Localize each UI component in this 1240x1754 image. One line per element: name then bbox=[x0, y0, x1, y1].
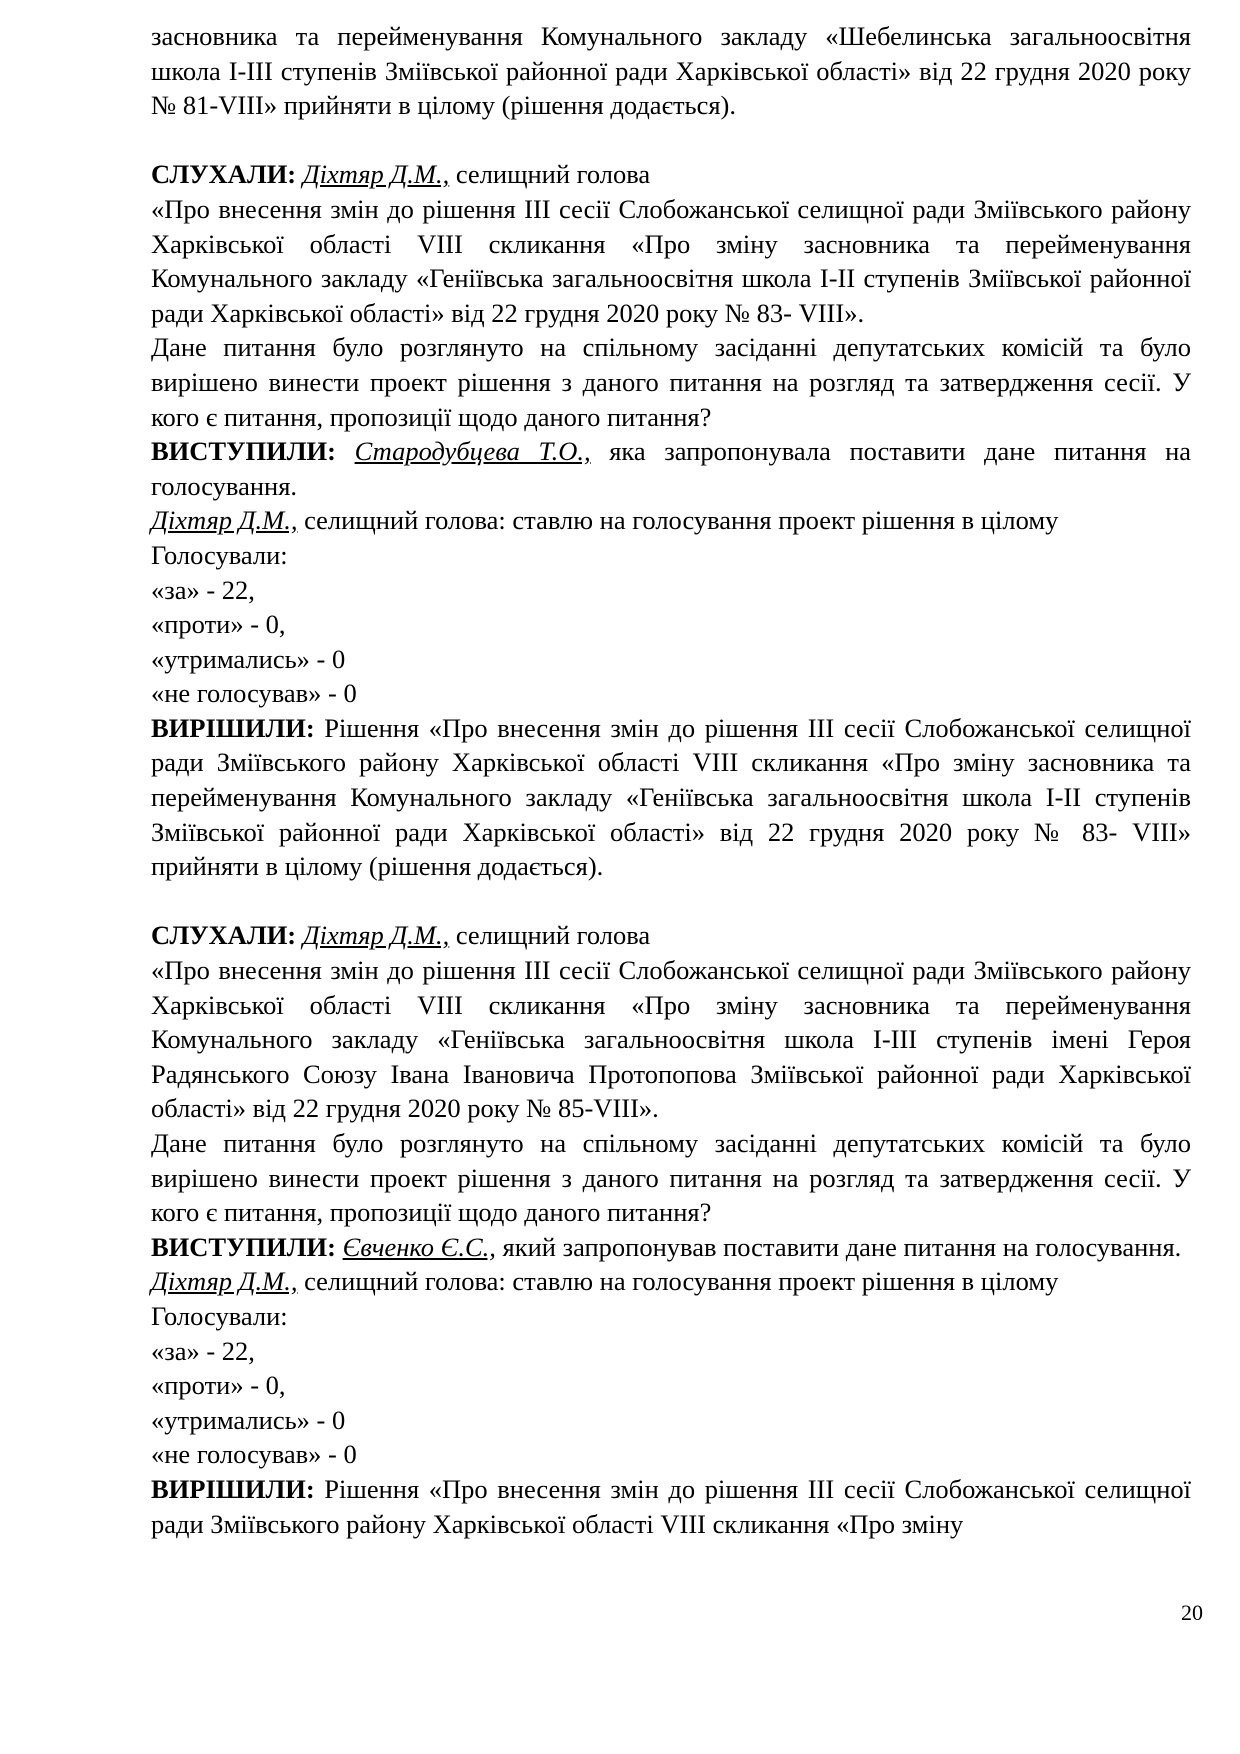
section-spacer bbox=[151, 123, 1191, 158]
intro-paragraph: засновника та перейменування Комунального закладу «Шебелинська загальноосвітня школа І-ІІІ ступенів Зміївської районної ради Харківської області» від 22 грудня 2020 року № 81-VIII» прийняти в цілому (рішення додається). bbox=[151, 21, 1191, 121]
chair-text: селищний голова: ставлю на голосування проект рішення в цілому bbox=[297, 505, 1059, 536]
vote-abstained: «утримались» - 0 bbox=[151, 1404, 346, 1435]
chair-line bbox=[151, 1264, 1191, 1299]
chair-text: селищний голова: ставлю на голосування проект рішення в цілому bbox=[297, 1266, 1059, 1297]
page-number: 20 bbox=[1181, 1600, 1203, 1625]
spoke-label: ВИСТУПИЛИ: bbox=[151, 436, 336, 467]
heard-speaker: Діхтяр Д.М., bbox=[302, 159, 450, 190]
heard-speaker: Діхтяр Д.М., bbox=[302, 920, 450, 951]
vote-against: «проти» - 0, bbox=[151, 1370, 286, 1401]
decided-label: ВИРІШИЛИ: bbox=[151, 1473, 315, 1504]
chair-line bbox=[151, 503, 1191, 538]
chair-speaker: Діхтяр Д.М., bbox=[151, 505, 298, 536]
voted-label: Голосували: bbox=[151, 539, 288, 570]
spoke-speaker: Стародубцева Т.О., bbox=[354, 436, 591, 467]
vote-against: «проти» - 0, bbox=[151, 609, 286, 640]
vote-not-voted: «не голосував» - 0 bbox=[151, 1439, 357, 1470]
vote-for: «за» - 22, bbox=[151, 1335, 255, 1366]
decided-paragraph bbox=[151, 711, 1191, 884]
agenda-item-2 bbox=[151, 918, 1191, 1541]
spoke-speaker: Євченко Є.С., bbox=[342, 1231, 496, 1262]
vote-for: «за» - 22, bbox=[151, 574, 255, 605]
heard-line bbox=[151, 918, 1191, 953]
heard-label: СЛУХАЛИ: bbox=[151, 159, 297, 190]
document-page bbox=[151, 19, 1191, 1541]
chair-speaker: Діхтяр Д.М., bbox=[151, 1266, 298, 1297]
heard-label: СЛУХАЛИ: bbox=[151, 920, 297, 951]
decided-text: Рішення «Про внесення змін до рішення ІІІ сесії Слобожанської селищної ради Зміївського району Харківської області VIII скликання «Про зміну bbox=[151, 1473, 1191, 1539]
agenda-item-1 bbox=[151, 157, 1191, 883]
vote-not-voted: «не голосував» - 0 bbox=[151, 678, 357, 709]
decided-label: ВИРІШИЛИ: bbox=[151, 712, 315, 743]
topic-paragraph: «Про внесення змін до рішення ІІІ сесії Слобожанської селищної ради Зміївського району Харківської області VIII скликання «Про зміну засновника та перейменування Комунального закладу «Геніївська загальноосвітня школа І-ІІІ ступенів імені Героя Радянського Союзу Івана Івановича Протопопова Зміївської районної ради Харківської області» від 22 грудня 2020 року № 85-VIII». bbox=[151, 955, 1191, 1124]
heard-role: селищний голова bbox=[449, 159, 651, 190]
spoke-text: який запропонував поставити дане питання на голосування. bbox=[495, 1231, 1182, 1262]
spoke-text: яка запропонувала поставити дане питання на голосування. bbox=[151, 436, 1192, 501]
discussion-paragraph: Дане питання було розглянуто на спільному засіданні депутатських комісій та було вирішено винести проект рішення з даного питання на розгляд та затвердження сесії. У кого є питання, пропозиції щодо даного питання? bbox=[151, 332, 1191, 432]
topic-paragraph: «Про внесення змін до рішення ІІІ сесії Слобожанської селищної ради Зміївського району Харківської області VIII скликання «Про зміну засновника та перейменування Комунального закладу «Геніївська загальноосвітня школа І-ІІ ступенів Зміївської районної ради Харківської області» від 22 грудня 2020 року № 83- VIII». bbox=[151, 193, 1191, 328]
vote-abstained: «утримались» - 0 bbox=[151, 643, 346, 674]
discussion-paragraph: Дане питання було розглянуто на спільному засіданні депутатських комісій та було вирішено винести проект рішення з даного питання на розгляд та затвердження сесії. У кого є питання, пропозиції щодо даного питання? bbox=[151, 1128, 1191, 1228]
decided-text: Рішення «Про внесення змін до рішення ІІІ сесії Слобожанської селищної ради Зміївського району Харківської області VIII скликання «Про зміну засновника та перейменування Комунального закладу «Геніївська загальноосвітня школа І-ІІ ступенів Зміївської районної ради Харківської області» від 22 грудня 2020 року № 83- VIII» прийняти в цілому (рішення додається). bbox=[151, 712, 1191, 882]
spoke-label: ВИСТУПИЛИ: bbox=[151, 1231, 336, 1262]
decided-paragraph bbox=[151, 1472, 1191, 1541]
heard-role: селищний голова bbox=[449, 920, 651, 951]
heard-line bbox=[151, 157, 1191, 192]
voted-label: Голосували: bbox=[151, 1300, 288, 1331]
section-spacer bbox=[151, 884, 1191, 919]
spoke-paragraph bbox=[151, 434, 1191, 503]
spoke-paragraph bbox=[151, 1230, 1191, 1265]
